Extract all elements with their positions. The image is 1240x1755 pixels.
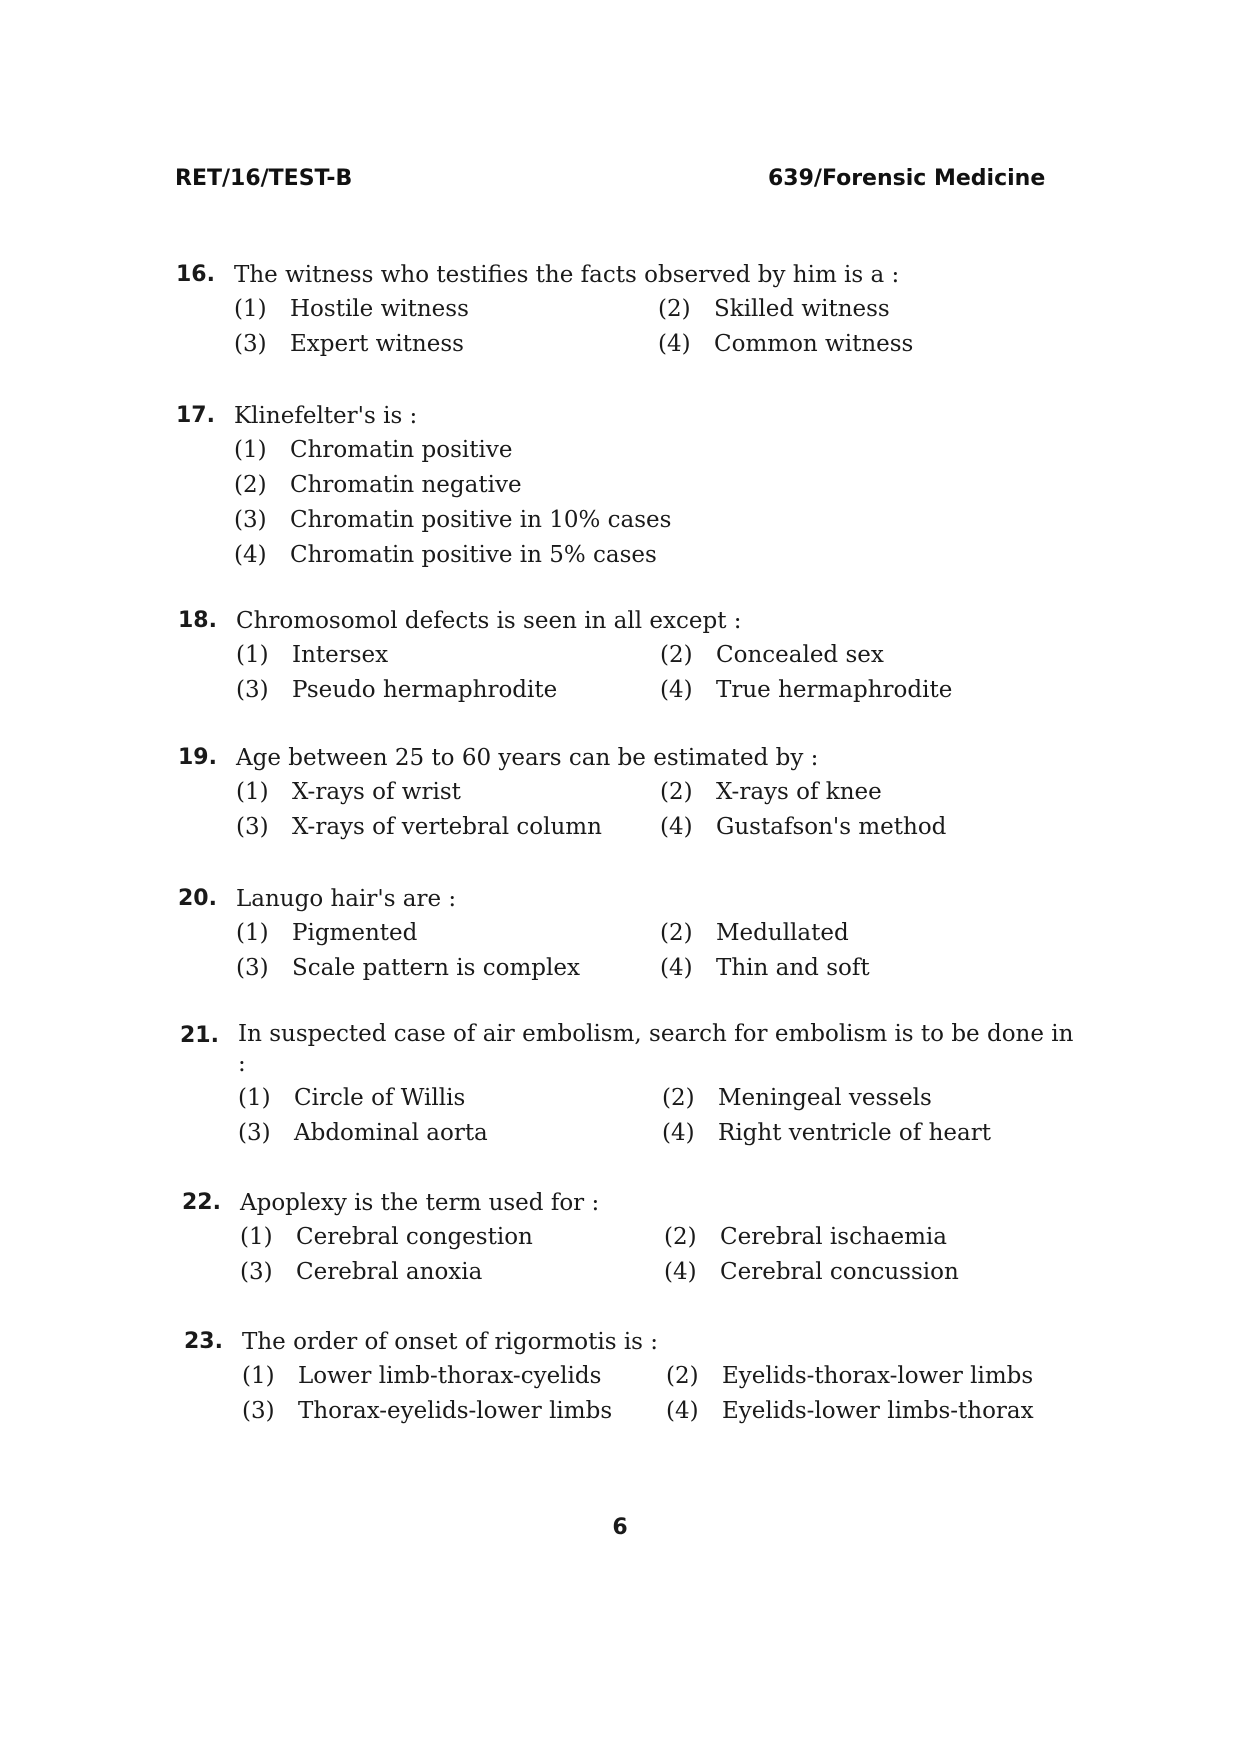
option-2 (666, 1359, 1033, 1394)
option-text: Hostile witness (290, 296, 469, 322)
option-number: (1) (234, 296, 267, 322)
question-text: In suspected case of air embolism, search for embolism is to be done in : (238, 1021, 1074, 1077)
option-text: Skilled witness (714, 296, 890, 322)
option-number: (3) (236, 814, 269, 840)
option-text: Pigmented (292, 920, 418, 946)
option-number: (2) (660, 779, 693, 805)
question-number: 18. (178, 608, 217, 633)
option-2 (660, 775, 882, 810)
question-text: The witness who testifies the facts observed by him is a : (234, 262, 900, 288)
option-text: Thin and soft (716, 955, 870, 981)
option-number: (4) (660, 677, 693, 703)
header-subject: 639/Forensic Medicine (768, 166, 1046, 191)
option-1 (240, 1220, 533, 1255)
option-3 (240, 1255, 482, 1290)
option-text: Gustafson's method (716, 814, 947, 840)
option-text: Meningeal vessels (718, 1085, 932, 1111)
question-text: Klinefelter's is : (234, 403, 418, 429)
option-number: (1) (242, 1363, 275, 1389)
option-number: (4) (666, 1398, 699, 1424)
option-number: (3) (236, 677, 269, 703)
option-text: Cerebral congestion (296, 1224, 533, 1250)
option-3 (236, 673, 557, 708)
option-text: Eyelids-lower limbs-thorax (722, 1398, 1034, 1424)
option-number: (2) (234, 472, 267, 498)
question-number: 22. (182, 1190, 221, 1215)
option-text: Concealed sex (716, 642, 884, 668)
option-2 (660, 638, 884, 673)
option-text: Thorax-eyelids-lower limbs (298, 1398, 613, 1424)
option-text: Scale pattern is complex (292, 955, 580, 981)
question-text: Apoplexy is the term used for : (240, 1190, 600, 1216)
option-text: Right ventricle of heart (718, 1120, 991, 1146)
option-4 (666, 1394, 1034, 1429)
option-1 (236, 638, 388, 673)
question-text: Lanugo hair's are : (236, 886, 457, 912)
option-text: Cerebral ischaemia (720, 1224, 947, 1250)
option-number: (1) (236, 642, 269, 668)
option-3 (236, 951, 580, 986)
option-4 (234, 538, 657, 573)
option-4 (660, 951, 870, 986)
option-text: Common witness (714, 331, 914, 357)
option-number: (4) (662, 1120, 695, 1146)
option-3 (234, 327, 464, 362)
option-1 (242, 1359, 601, 1394)
question-text: Age between 25 to 60 years can be estimated by : (236, 745, 819, 771)
option-text: Chromatin negative (290, 472, 522, 498)
option-number: (1) (236, 920, 269, 946)
option-number: (2) (660, 920, 693, 946)
question-text: The order of onset of rigormotis is : (242, 1329, 659, 1355)
option-2 (660, 916, 849, 951)
option-2 (234, 468, 522, 503)
option-number: (2) (658, 296, 691, 322)
header-test-code: RET/16/TEST-B (175, 166, 353, 191)
option-4 (664, 1255, 959, 1290)
option-text: Cerebral anoxia (296, 1259, 483, 1285)
option-text: Lower limb-thorax-cyelids (298, 1363, 602, 1389)
option-number: (1) (234, 437, 267, 463)
option-number: (4) (658, 331, 691, 357)
option-4 (660, 673, 952, 708)
option-1 (238, 1081, 465, 1116)
option-number: (4) (234, 542, 267, 568)
option-text: Pseudo hermaphrodite (292, 677, 558, 703)
page-number: 6 (612, 1515, 628, 1540)
option-4 (660, 810, 946, 845)
option-text: X-rays of wrist (292, 779, 461, 805)
question-text: Chromosomol defects is seen in all except : (236, 608, 742, 634)
option-2 (664, 1220, 947, 1255)
option-1 (234, 433, 512, 468)
option-number: (4) (664, 1259, 697, 1285)
option-number: (1) (240, 1224, 273, 1250)
option-text: True hermaphrodite (716, 677, 953, 703)
option-number: (3) (242, 1398, 275, 1424)
option-text: Chromatin positive in 5% cases (290, 542, 657, 568)
option-text: Circle of Willis (294, 1085, 466, 1111)
question-number: 16. (176, 262, 215, 287)
option-number: (4) (660, 955, 693, 981)
option-4 (662, 1116, 991, 1151)
option-1 (236, 916, 417, 951)
option-text: X-rays of knee (716, 779, 882, 805)
option-number: (4) (660, 814, 693, 840)
option-text: Abdominal aorta (294, 1120, 488, 1146)
question-number: 19. (178, 745, 217, 770)
option-1 (236, 775, 461, 810)
option-number: (3) (240, 1259, 273, 1285)
option-text: Chromatin positive (290, 437, 513, 463)
question-number: 17. (176, 403, 215, 428)
option-number: (3) (238, 1120, 271, 1146)
option-number: (3) (234, 507, 267, 533)
option-2 (658, 292, 890, 327)
option-text: Intersex (292, 642, 389, 668)
option-text: Chromatin positive in 10% cases (290, 507, 672, 533)
question-number: 21. (180, 1023, 219, 1048)
option-1 (234, 292, 469, 327)
option-text: Cerebral concussion (720, 1259, 959, 1285)
option-text: Eyelids-thorax-lower limbs (722, 1363, 1034, 1389)
option-number: (1) (238, 1085, 271, 1111)
option-4 (658, 327, 913, 362)
option-3 (242, 1394, 612, 1429)
question-number: 20. (178, 886, 217, 911)
option-number: (1) (236, 779, 269, 805)
option-text: X-rays of vertebral column (292, 814, 602, 840)
option-number: (3) (236, 955, 269, 981)
option-3 (236, 810, 602, 845)
option-text: Medullated (716, 920, 849, 946)
option-3 (238, 1116, 488, 1151)
option-number: (2) (666, 1363, 699, 1389)
option-number: (2) (664, 1224, 697, 1250)
option-number: (3) (234, 331, 267, 357)
option-number: (2) (662, 1085, 695, 1111)
option-text: Expert witness (290, 331, 464, 357)
option-3 (234, 503, 671, 538)
option-number: (2) (660, 642, 693, 668)
question-number: 23. (184, 1329, 223, 1354)
option-2 (662, 1081, 932, 1116)
